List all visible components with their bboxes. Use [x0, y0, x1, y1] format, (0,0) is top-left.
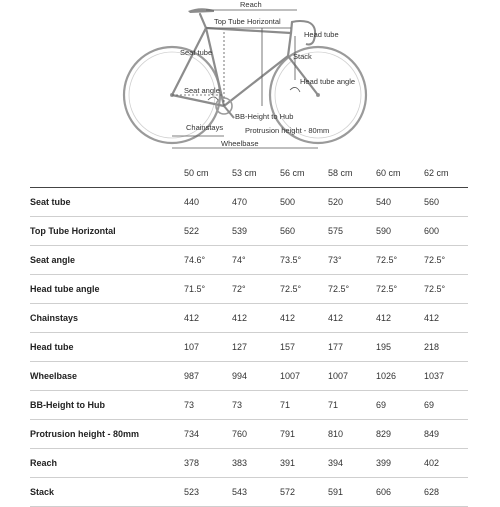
table-row	[30, 420, 468, 449]
table-cell: 440	[180, 188, 228, 217]
saddle	[188, 8, 214, 13]
table-cell: 412	[228, 304, 276, 333]
table-cell: 500	[276, 188, 324, 217]
table-cell: 391	[276, 449, 324, 478]
table-cell: 791	[276, 420, 324, 449]
table-cell: 600	[420, 217, 468, 246]
table-cell: 539	[228, 217, 276, 246]
table-cell: 572	[276, 478, 324, 507]
row-label: BB-Height to Hub	[30, 391, 180, 420]
row-label: Top Tube Horizontal	[30, 217, 180, 246]
table-cell: 412	[372, 304, 420, 333]
table-cell: 560	[420, 188, 468, 217]
table-cell: 734	[180, 420, 228, 449]
table-row	[30, 362, 468, 391]
table-cell: 72.5°	[372, 275, 420, 304]
table-cell: 72.5°	[372, 246, 420, 275]
table-row	[30, 333, 468, 362]
size-header: 56 cm	[276, 158, 324, 188]
table-cell: 72.5°	[420, 246, 468, 275]
table-cell: 810	[324, 420, 372, 449]
table-row	[30, 246, 468, 275]
table-cell: 71	[276, 391, 324, 420]
table-cell: 1007	[324, 362, 372, 391]
size-header: 53 cm	[228, 158, 276, 188]
table-cell: 72.5°	[276, 275, 324, 304]
table-row	[30, 217, 468, 246]
table-cell: 606	[372, 478, 420, 507]
table-cell: 74°	[228, 246, 276, 275]
table-row	[30, 449, 468, 478]
label-head-tube: Head tube	[304, 30, 339, 39]
table-cell: 394	[324, 449, 372, 478]
table-cell: 127	[228, 333, 276, 362]
label-top-tube: Top Tube Horizontal	[214, 17, 281, 26]
table-cell: 628	[420, 478, 468, 507]
table-cell: 849	[420, 420, 468, 449]
label-bb-height: BB-Height to Hub	[235, 112, 294, 121]
table-cell: 470	[228, 188, 276, 217]
label-seat-angle: Seat angle	[184, 86, 220, 95]
row-label: Wheelbase	[30, 362, 180, 391]
table-cell: 1026	[372, 362, 420, 391]
row-label: Protrusion height - 80mm	[30, 420, 180, 449]
row-label: Seat tube	[30, 188, 180, 217]
label-head-tube-angle: Head tube angle	[300, 77, 356, 86]
table-cell: 987	[180, 362, 228, 391]
row-label: Head tube angle	[30, 275, 180, 304]
table-cell: 74.6°	[180, 246, 228, 275]
label-seat-tube: Seat tube	[180, 48, 213, 57]
table-cell: 412	[324, 304, 372, 333]
label-chainstays: Chainstays	[186, 123, 224, 132]
table-cell: 73°	[324, 246, 372, 275]
table-cell: 177	[324, 333, 372, 362]
table-cell: 412	[420, 304, 468, 333]
table-cell: 760	[228, 420, 276, 449]
size-header-row	[30, 158, 468, 188]
table-cell: 412	[180, 304, 228, 333]
table-cell: 71	[324, 391, 372, 420]
table-cell: 72.5°	[420, 275, 468, 304]
table-row	[30, 391, 468, 420]
table-cell: 195	[372, 333, 420, 362]
table-cell: 71.5°	[180, 275, 228, 304]
table-row	[30, 275, 468, 304]
table-cell: 399	[372, 449, 420, 478]
table-cell: 69	[420, 391, 468, 420]
row-label: Head tube	[30, 333, 180, 362]
bike-geometry-diagram	[0, 0, 500, 155]
table-cell: 522	[180, 217, 228, 246]
row-label: Chainstays	[30, 304, 180, 333]
table-cell: 543	[228, 478, 276, 507]
table-cell: 523	[180, 478, 228, 507]
table-cell: 69	[372, 391, 420, 420]
table-cell: 412	[276, 304, 324, 333]
size-header: 60 cm	[372, 158, 420, 188]
label-stack: Stack	[293, 52, 312, 61]
row-label: Seat angle	[30, 246, 180, 275]
table-row	[30, 304, 468, 333]
row-label: Stack	[30, 478, 180, 507]
table-cell: 540	[372, 188, 420, 217]
table-cell: 378	[180, 449, 228, 478]
table-row	[30, 478, 468, 507]
size-header: 50 cm	[180, 158, 228, 188]
table-cell: 107	[180, 333, 228, 362]
table-cell: 157	[276, 333, 324, 362]
size-header: 62 cm	[420, 158, 468, 188]
table-cell: 591	[324, 478, 372, 507]
label-protrusion: Protrusion height - 80mm	[245, 126, 330, 135]
table-cell: 218	[420, 333, 468, 362]
table-cell: 1007	[276, 362, 324, 391]
geometry-table	[30, 158, 468, 507]
table-cell: 829	[372, 420, 420, 449]
table-cell: 590	[372, 217, 420, 246]
label-reach: Reach	[240, 0, 262, 9]
table-cell: 72.5°	[324, 275, 372, 304]
table-cell: 994	[228, 362, 276, 391]
header-corner	[30, 158, 180, 188]
row-label: Reach	[30, 449, 180, 478]
table-cell: 520	[324, 188, 372, 217]
table-row	[30, 188, 468, 217]
table-cell: 575	[324, 217, 372, 246]
label-wheelbase: Wheelbase	[221, 139, 259, 148]
table-cell: 1037	[420, 362, 468, 391]
table-cell: 560	[276, 217, 324, 246]
table-cell: 402	[420, 449, 468, 478]
table-cell: 72°	[228, 275, 276, 304]
table-cell: 73	[228, 391, 276, 420]
table-cell: 73.5°	[276, 246, 324, 275]
table-cell: 383	[228, 449, 276, 478]
size-header: 58 cm	[324, 158, 372, 188]
table-cell: 73	[180, 391, 228, 420]
